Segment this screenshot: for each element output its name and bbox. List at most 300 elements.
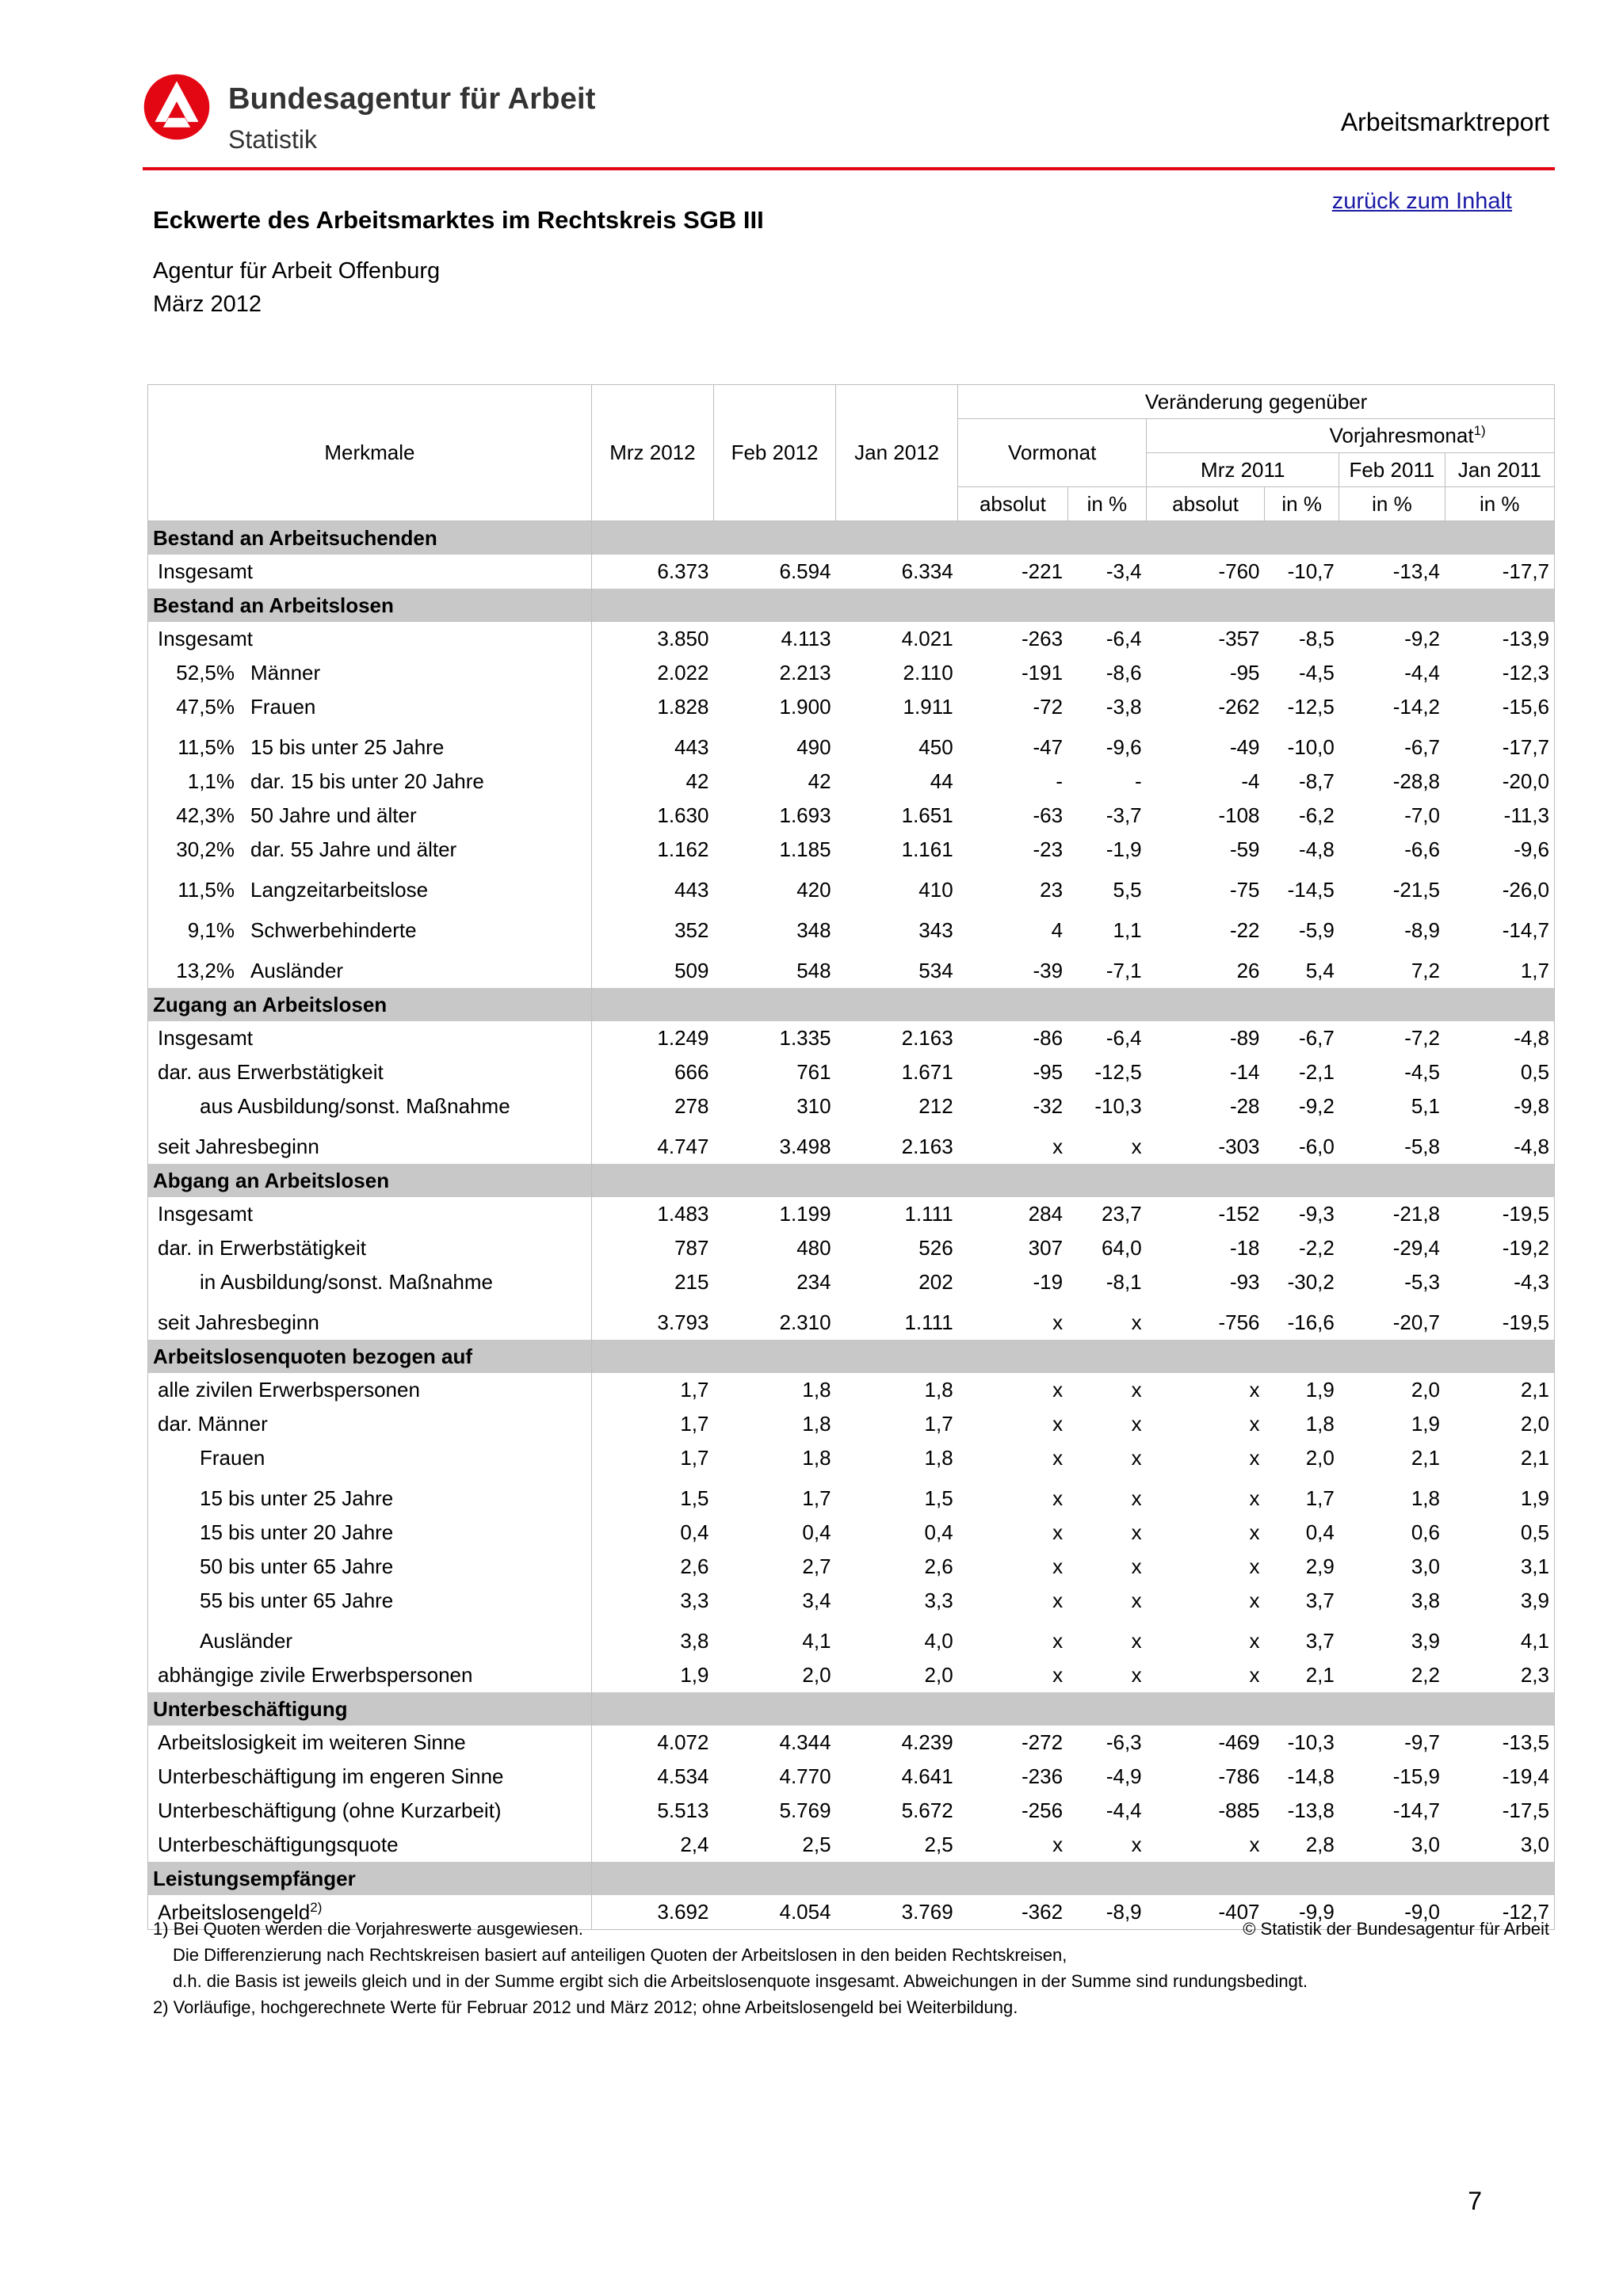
value-cell: -28,8 bbox=[1392, 769, 1440, 793]
value-cell: -11,3 bbox=[1445, 799, 1555, 833]
value-cell: 1,8 bbox=[924, 1378, 953, 1402]
row-label: Insgesamt bbox=[148, 622, 592, 656]
value-cell: 3,0 bbox=[1411, 1554, 1440, 1578]
value-cell: 2,0 bbox=[924, 1663, 953, 1687]
header-jan-2011: Jan 2011 bbox=[1445, 453, 1555, 487]
value-cell: -75 bbox=[1229, 878, 1260, 902]
table-row bbox=[148, 833, 1555, 867]
value-cell: 5.672 bbox=[901, 1798, 953, 1822]
value-cell: 2,4 bbox=[591, 1828, 713, 1862]
table-row bbox=[148, 1726, 1555, 1760]
section-fill bbox=[591, 1340, 1554, 1373]
table-row bbox=[148, 690, 1555, 724]
brand-subtitle: Statistik bbox=[228, 125, 318, 154]
row-label: Arbeitslosengeld$^{2)}$ bbox=[148, 1895, 592, 1930]
value-cell: 4.054 bbox=[713, 1895, 835, 1930]
value-cell: x bbox=[1131, 1135, 1142, 1158]
header-mrz-2012: Mrz 2012 bbox=[591, 385, 713, 521]
value-cell: x bbox=[1249, 1554, 1260, 1578]
table-row bbox=[148, 907, 1555, 948]
value-cell: -14,7 bbox=[1445, 907, 1555, 948]
value-cell: 64,0 bbox=[1102, 1236, 1142, 1260]
row-label: Schwerbehinderte bbox=[250, 918, 417, 942]
value-cell: -12,3 bbox=[1445, 656, 1555, 690]
value-cell: 4.747 bbox=[591, 1123, 713, 1164]
value-cell: -8,9 bbox=[1404, 918, 1440, 942]
value-cell: 1,8 bbox=[924, 1446, 953, 1470]
value-cell: -9,6 bbox=[1445, 833, 1555, 867]
row-label: dar. aus Erwerbstätigkeit bbox=[148, 1055, 592, 1089]
value-cell: 3.793 bbox=[591, 1299, 713, 1340]
value-cell: -14,5 bbox=[1287, 878, 1335, 902]
value-cell: 443 bbox=[591, 867, 713, 907]
value-cell: x bbox=[1052, 1135, 1064, 1158]
value-cell: -221 bbox=[1022, 559, 1064, 583]
value-cell: -7,2 bbox=[1404, 1026, 1440, 1050]
value-cell: 2.110 bbox=[903, 661, 953, 685]
value-cell: -6,6 bbox=[1404, 837, 1440, 861]
value-cell: 3,0 bbox=[1411, 1833, 1440, 1856]
value-cell: 443 bbox=[591, 724, 713, 765]
value-cell: -14 bbox=[1229, 1060, 1260, 1084]
value-cell: 3,3 bbox=[924, 1589, 953, 1612]
value-cell: x bbox=[1249, 1629, 1260, 1653]
value-cell: -4,4 bbox=[1404, 661, 1440, 685]
table-row bbox=[148, 1584, 1555, 1618]
table-row bbox=[148, 1516, 1555, 1550]
value-cell: -10,3 bbox=[1287, 1730, 1335, 1754]
table-row bbox=[148, 1760, 1555, 1794]
value-cell: -4 bbox=[1241, 769, 1260, 793]
row-label: Arbeitslosigkeit im weiteren Sinne bbox=[148, 1726, 592, 1760]
value-cell: -357 bbox=[1218, 627, 1260, 650]
row-share: 47,5% bbox=[148, 690, 243, 724]
value-cell: x bbox=[1131, 1629, 1142, 1653]
row-label: aus Ausbildung/sonst. Maßnahme bbox=[148, 1089, 592, 1123]
value-cell: 1,8 bbox=[802, 1412, 831, 1436]
header-mrz2011-absolut: absolut bbox=[1147, 487, 1265, 521]
header-feb2011-pct: in % bbox=[1339, 487, 1445, 521]
value-cell: -15,9 bbox=[1392, 1764, 1440, 1788]
value-cell: 1.161 bbox=[901, 837, 953, 861]
row-label: Ausländer bbox=[148, 1618, 592, 1658]
value-cell: x bbox=[1249, 1446, 1260, 1470]
value-cell: 1.335 bbox=[779, 1026, 831, 1050]
value-cell: 1,9 bbox=[1411, 1412, 1440, 1436]
value-cell: 3,0 bbox=[1445, 1828, 1555, 1862]
section-title: Abgang an Arbeitslosen bbox=[148, 1164, 592, 1197]
value-cell: -469 bbox=[1218, 1730, 1260, 1754]
row-label: Männer bbox=[250, 661, 321, 685]
value-cell: -21,8 bbox=[1392, 1202, 1440, 1226]
value-cell: -8,9 bbox=[1067, 1895, 1147, 1930]
value-cell: -14,8 bbox=[1287, 1764, 1335, 1788]
value-cell: x bbox=[1249, 1589, 1260, 1612]
value-cell: -108 bbox=[1218, 803, 1260, 827]
value-cell: 4,1 bbox=[1445, 1618, 1555, 1658]
value-cell: -2,1 bbox=[1299, 1060, 1335, 1084]
value-cell: 6.334 bbox=[901, 559, 953, 583]
value-cell: 0,4 bbox=[591, 1516, 713, 1550]
row-share: 9,1% bbox=[148, 907, 243, 948]
value-cell: 3.692 bbox=[591, 1895, 713, 1930]
value-cell: -4,9 bbox=[1106, 1764, 1142, 1788]
value-cell: 3,9 bbox=[1445, 1584, 1555, 1618]
value-cell: -885 bbox=[1218, 1798, 1260, 1822]
value-cell: 2,0 bbox=[1445, 1407, 1555, 1441]
value-cell: 2.163 bbox=[901, 1135, 953, 1158]
value-cell: -263 bbox=[1022, 627, 1064, 650]
table-row bbox=[148, 1407, 1555, 1441]
value-cell: 3,4 bbox=[802, 1589, 831, 1612]
value-cell: 2,0 bbox=[1411, 1378, 1440, 1402]
value-cell: 202 bbox=[918, 1270, 953, 1294]
row-label: Ausländer bbox=[250, 959, 344, 982]
value-cell: 234 bbox=[796, 1270, 831, 1294]
value-cell: -26,0 bbox=[1445, 867, 1555, 907]
section-title: Zugang an Arbeitslosen bbox=[148, 988, 592, 1021]
value-cell: 2,7 bbox=[802, 1554, 831, 1578]
value-cell: 1,5 bbox=[591, 1475, 713, 1516]
value-cell: 0,5 bbox=[1445, 1516, 1555, 1550]
value-cell: 5,1 bbox=[1411, 1094, 1440, 1118]
value-cell: 2,1 bbox=[1305, 1663, 1335, 1687]
agency-name: Agentur für Arbeit Offenburg bbox=[153, 258, 441, 284]
row-share: 52,5% bbox=[148, 656, 243, 690]
back-to-contents-link[interactable]: zurück zum Inhalt bbox=[1331, 189, 1512, 214]
value-cell: -8,5 bbox=[1299, 627, 1335, 650]
value-cell: x bbox=[1131, 1663, 1142, 1687]
value-cell: -10,7 bbox=[1287, 559, 1335, 583]
value-cell: 1,7 bbox=[924, 1412, 953, 1436]
value-cell: x bbox=[1131, 1833, 1142, 1856]
table-row bbox=[148, 765, 1555, 799]
value-cell: 4.072 bbox=[591, 1726, 713, 1760]
value-cell: -17,7 bbox=[1445, 555, 1555, 589]
value-cell: 490 bbox=[796, 735, 831, 759]
value-cell: 1,7 bbox=[591, 1373, 713, 1407]
value-cell: 4.021 bbox=[901, 627, 953, 650]
value-cell: 215 bbox=[591, 1265, 713, 1299]
value-cell: -407 bbox=[1147, 1895, 1265, 1930]
value-cell: -256 bbox=[1022, 1798, 1064, 1822]
section-fill bbox=[591, 521, 1554, 555]
value-cell: -9,7 bbox=[1404, 1730, 1440, 1754]
value-cell: 2,1 bbox=[1445, 1441, 1555, 1475]
value-cell: x bbox=[1131, 1310, 1142, 1334]
value-cell: x bbox=[1131, 1520, 1142, 1544]
value-cell: -4,8 bbox=[1299, 837, 1335, 861]
value-cell: x bbox=[1131, 1486, 1142, 1510]
value-cell: 534 bbox=[918, 959, 953, 982]
value-cell: -1,9 bbox=[1106, 837, 1142, 861]
value-cell: 1,8 bbox=[1305, 1412, 1335, 1436]
table-row bbox=[148, 948, 1555, 988]
value-cell: -6,7 bbox=[1404, 735, 1440, 759]
value-cell: -5,8 bbox=[1404, 1135, 1440, 1158]
value-cell: 761 bbox=[796, 1060, 831, 1084]
value-cell: 1,8 bbox=[802, 1446, 831, 1470]
value-cell: 7,2 bbox=[1411, 959, 1440, 982]
value-cell: 450 bbox=[918, 735, 953, 759]
table-row bbox=[148, 1089, 1555, 1123]
section-header bbox=[148, 1862, 1555, 1895]
table-row bbox=[148, 1265, 1555, 1299]
value-cell: -20,0 bbox=[1445, 765, 1555, 799]
row-label: abhängige zivile Erwerbspersonen bbox=[148, 1658, 592, 1692]
row-label: Frauen bbox=[148, 1441, 592, 1475]
header-feb-2012: Feb 2012 bbox=[713, 385, 835, 521]
value-cell: -17,7 bbox=[1445, 724, 1555, 765]
value-cell: 2,1 bbox=[1411, 1446, 1440, 1470]
value-cell: -19,4 bbox=[1445, 1760, 1555, 1794]
row-label: 50 Jahre und älter bbox=[250, 803, 417, 827]
value-cell: -19,2 bbox=[1445, 1231, 1555, 1265]
value-cell: 0,4 bbox=[1305, 1520, 1335, 1544]
value-cell: -5,3 bbox=[1404, 1270, 1440, 1294]
value-cell: -72 bbox=[1033, 695, 1064, 719]
value-cell: 23,7 bbox=[1102, 1202, 1142, 1226]
value-cell: x bbox=[1052, 1446, 1064, 1470]
value-cell: 3.850 bbox=[591, 622, 713, 656]
value-cell: -756 bbox=[1218, 1310, 1260, 1334]
value-cell: -95 bbox=[1229, 661, 1260, 685]
value-cell: -12,5 bbox=[1287, 695, 1335, 719]
value-cell: 2,6 bbox=[591, 1550, 713, 1584]
value-cell: -4,3 bbox=[1445, 1265, 1555, 1299]
value-cell: -5,9 bbox=[1299, 918, 1335, 942]
value-cell: -19,5 bbox=[1445, 1299, 1555, 1340]
value-cell: 2,6 bbox=[924, 1554, 953, 1578]
value-cell: 4,1 bbox=[802, 1629, 831, 1653]
section-fill bbox=[591, 1164, 1554, 1197]
section-title: Bestand an Arbeitslosen bbox=[148, 589, 592, 622]
value-cell: x bbox=[1052, 1833, 1064, 1856]
value-cell: 1.671 bbox=[901, 1060, 953, 1084]
row-label: dar. 55 Jahre und älter bbox=[250, 837, 457, 861]
value-cell: 420 bbox=[796, 878, 831, 902]
value-cell: 2.163 bbox=[901, 1026, 953, 1050]
header-vormonat: Vormonat bbox=[958, 419, 1147, 487]
value-cell: 1.900 bbox=[779, 695, 831, 719]
value-cell: 3.498 bbox=[779, 1135, 831, 1158]
value-cell: x bbox=[1249, 1663, 1260, 1687]
value-cell: 307 bbox=[1028, 1236, 1064, 1260]
value-cell: -152 bbox=[1218, 1202, 1260, 1226]
value-cell: -191 bbox=[1022, 661, 1064, 685]
value-cell: -13,9 bbox=[1445, 622, 1555, 656]
value-cell: -236 bbox=[1022, 1764, 1064, 1788]
value-cell: 1,7 bbox=[1445, 948, 1555, 988]
value-cell: 23 bbox=[1040, 878, 1064, 902]
value-cell: -29,4 bbox=[1392, 1236, 1440, 1260]
row-label: Unterbeschäftigungsquote bbox=[148, 1828, 592, 1862]
value-cell: 3.769 bbox=[836, 1895, 958, 1930]
value-cell: -6,3 bbox=[1106, 1730, 1142, 1754]
value-cell: -23 bbox=[1033, 837, 1064, 861]
value-cell: -3,4 bbox=[1106, 559, 1142, 583]
value-cell: -4,4 bbox=[1106, 1798, 1142, 1822]
value-cell: -9,6 bbox=[1106, 735, 1142, 759]
value-cell: -13,5 bbox=[1445, 1726, 1555, 1760]
value-cell: 4.641 bbox=[901, 1764, 953, 1788]
value-cell: 1,1 bbox=[1113, 918, 1142, 942]
row-label: seit Jahresbeginn bbox=[148, 1299, 592, 1340]
value-cell: x bbox=[1052, 1310, 1064, 1334]
value-cell: -15,6 bbox=[1445, 690, 1555, 724]
row-label: Frauen bbox=[250, 695, 316, 719]
value-cell: 2.213 bbox=[779, 661, 831, 685]
value-cell: 1,7 bbox=[591, 1407, 713, 1441]
value-cell: 3,8 bbox=[1411, 1589, 1440, 1612]
value-cell: -59 bbox=[1229, 837, 1260, 861]
value-cell: -786 bbox=[1218, 1764, 1260, 1788]
value-cell: -86 bbox=[1033, 1026, 1064, 1050]
value-cell: 6.594 bbox=[779, 559, 831, 583]
footnote-1: 1) Bei Quoten werden die Vorjahreswerte ausgewiesen. bbox=[153, 1919, 583, 1939]
row-label: Insgesamt bbox=[148, 1021, 592, 1055]
value-cell: -12,5 bbox=[1094, 1060, 1142, 1084]
report-month: März 2012 bbox=[153, 292, 262, 317]
value-cell: 343 bbox=[918, 918, 953, 942]
value-cell: -4,5 bbox=[1299, 661, 1335, 685]
value-cell: -6,4 bbox=[1106, 1026, 1142, 1050]
value-cell: 1,7 bbox=[1305, 1486, 1335, 1510]
header-veraenderung: Veränderung gegenüber bbox=[958, 385, 1555, 419]
value-cell: -28 bbox=[1229, 1094, 1260, 1118]
table-row bbox=[148, 1299, 1555, 1340]
value-cell: 2.022 bbox=[591, 656, 713, 690]
header-jan-2012: Jan 2012 bbox=[836, 385, 958, 521]
value-cell: -20,7 bbox=[1392, 1310, 1440, 1334]
table-row bbox=[148, 1231, 1555, 1265]
bundesagentur-logo-icon bbox=[143, 73, 211, 141]
value-cell: -13,8 bbox=[1287, 1798, 1335, 1822]
value-cell: 1.199 bbox=[779, 1202, 831, 1226]
footnote-2: 2) Vorläufige, hochgerechnete Werte für Februar 2012 und März 2012; ohne Arbeitslosengeld bei Weiterbildung. bbox=[153, 1997, 1018, 2017]
table-row bbox=[148, 1197, 1555, 1231]
value-cell: 0,4 bbox=[924, 1520, 953, 1544]
value-cell: -13,4 bbox=[1392, 559, 1440, 583]
value-cell: 1.185 bbox=[779, 837, 831, 861]
value-cell: 410 bbox=[918, 878, 953, 902]
header-vormonat-absolut: absolut bbox=[958, 487, 1067, 521]
value-cell: -9,3 bbox=[1299, 1202, 1335, 1226]
table-row bbox=[148, 1441, 1555, 1475]
value-cell: -6,0 bbox=[1299, 1135, 1335, 1158]
value-cell: -14,2 bbox=[1392, 695, 1440, 719]
row-label: in Ausbildung/sonst. Maßnahme bbox=[148, 1265, 592, 1299]
value-cell: x bbox=[1052, 1520, 1064, 1544]
value-cell: -7,1 bbox=[1106, 959, 1142, 982]
value-cell: 3,8 bbox=[591, 1618, 713, 1658]
table-row bbox=[148, 799, 1555, 833]
table-row bbox=[148, 1373, 1555, 1407]
value-cell: -12,7 bbox=[1445, 1895, 1555, 1930]
value-cell: 1.111 bbox=[904, 1310, 953, 1334]
value-cell: -7,0 bbox=[1404, 803, 1440, 827]
value-cell: 278 bbox=[591, 1089, 713, 1123]
value-cell: -6,7 bbox=[1299, 1026, 1335, 1050]
value-cell: -18 bbox=[1229, 1236, 1260, 1260]
value-cell: x bbox=[1052, 1629, 1064, 1653]
row-label: 15 bis unter 25 Jahre bbox=[250, 735, 445, 759]
value-cell: -9,0 bbox=[1339, 1895, 1445, 1930]
value-cell: -17,5 bbox=[1445, 1794, 1555, 1828]
value-cell: 1.162 bbox=[591, 833, 713, 867]
value-cell: x bbox=[1131, 1589, 1142, 1612]
value-cell: 787 bbox=[591, 1231, 713, 1265]
row-share: 13,2% bbox=[148, 948, 243, 988]
header-jan2011-pct: in % bbox=[1445, 487, 1555, 521]
value-cell: 2,3 bbox=[1445, 1658, 1555, 1692]
value-cell: - bbox=[1056, 769, 1064, 793]
value-cell: 1.111 bbox=[904, 1202, 953, 1226]
row-label: Insgesamt bbox=[148, 555, 592, 589]
row-label: dar. in Erwerbstätigkeit bbox=[148, 1231, 592, 1265]
value-cell: 2,0 bbox=[1305, 1446, 1335, 1470]
value-cell: x bbox=[1052, 1663, 1064, 1687]
table-row bbox=[148, 555, 1555, 589]
value-cell: 44 bbox=[930, 769, 953, 793]
value-cell: -9,9 bbox=[1265, 1895, 1339, 1930]
value-cell: 1,8 bbox=[802, 1378, 831, 1402]
value-cell: -4,8 bbox=[1445, 1123, 1555, 1164]
value-cell: x bbox=[1249, 1412, 1260, 1436]
value-cell: 284 bbox=[1028, 1202, 1064, 1226]
value-cell: 3,7 bbox=[1305, 1629, 1335, 1653]
row-label: 50 bis unter 65 Jahre bbox=[148, 1550, 592, 1584]
value-cell: x bbox=[1052, 1412, 1064, 1436]
value-cell: 0,4 bbox=[802, 1520, 831, 1544]
value-cell: x bbox=[1052, 1554, 1064, 1578]
value-cell: 2,0 bbox=[802, 1663, 831, 1687]
value-cell: x bbox=[1131, 1554, 1142, 1578]
row-label: dar. Männer bbox=[148, 1407, 592, 1441]
value-cell: - bbox=[1134, 769, 1142, 793]
section-title: Arbeitslosenquoten bezogen auf bbox=[148, 1340, 592, 1373]
row-label: alle zivilen Erwerbspersonen bbox=[148, 1373, 592, 1407]
value-cell: 1,7 bbox=[802, 1486, 831, 1510]
header-vormonat-pct: in % bbox=[1067, 487, 1147, 521]
value-cell: -49 bbox=[1229, 735, 1260, 759]
value-cell: 1,9 bbox=[591, 1658, 713, 1692]
value-cell: 1,9 bbox=[1445, 1475, 1555, 1516]
table-body bbox=[148, 521, 1555, 1930]
row-label: 15 bis unter 25 Jahre bbox=[148, 1475, 592, 1516]
value-cell: 1,7 bbox=[591, 1441, 713, 1475]
brand-name: Bundesagentur für Arbeit bbox=[228, 82, 596, 116]
header-merkmale: Merkmale bbox=[148, 385, 592, 521]
value-cell: 4 bbox=[1051, 918, 1064, 942]
value-cell: -22 bbox=[1229, 918, 1260, 942]
value-cell: 509 bbox=[591, 948, 713, 988]
page-number: 7 bbox=[1468, 2187, 1482, 2215]
value-cell: 5,5 bbox=[1113, 878, 1142, 902]
value-cell: -63 bbox=[1033, 803, 1064, 827]
value-cell: -2,2 bbox=[1299, 1236, 1335, 1260]
footnote-1-line-3: d.h. die Basis ist jeweils gleich und in der Summe ergibt sich die Arbeitslosenquote insgesamt. Abweichungen in der Summe sind rundungsbedingt. bbox=[173, 1971, 1308, 1991]
value-cell: -362 bbox=[958, 1895, 1067, 1930]
value-cell: 4,0 bbox=[924, 1629, 953, 1653]
value-cell: 4.534 bbox=[591, 1760, 713, 1794]
value-cell: 548 bbox=[796, 959, 831, 982]
value-cell: x bbox=[1131, 1446, 1142, 1470]
value-cell: 2,8 bbox=[1305, 1833, 1335, 1856]
section-header bbox=[148, 589, 1555, 622]
value-cell: x bbox=[1052, 1486, 1064, 1510]
value-cell: 2,2 bbox=[1411, 1663, 1440, 1687]
